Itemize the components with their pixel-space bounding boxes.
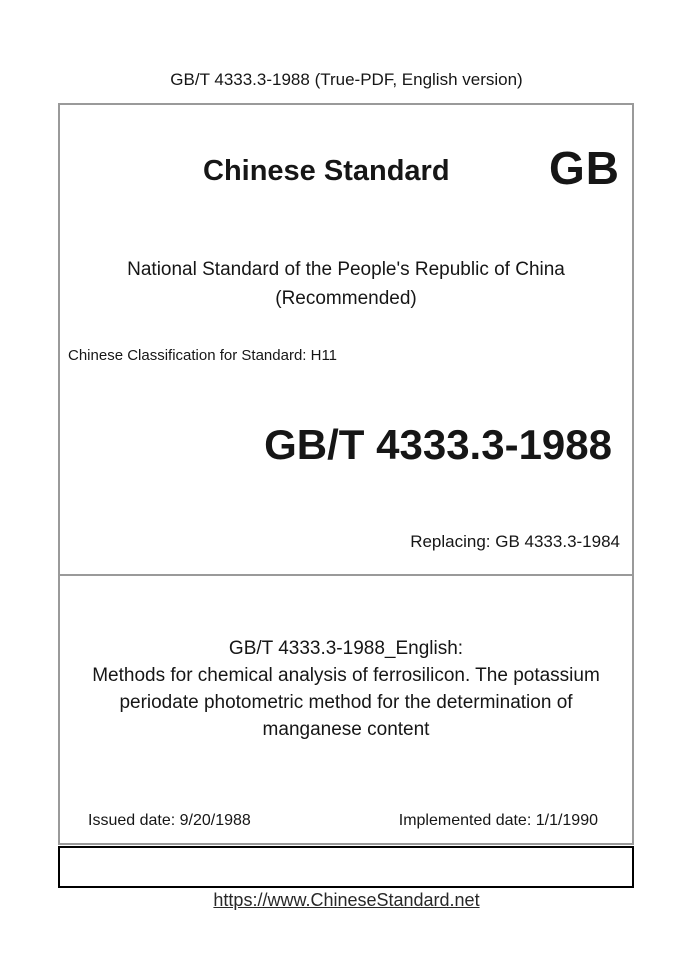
english-title-line-4: manganese content bbox=[262, 719, 430, 740]
empty-strip-box bbox=[58, 846, 634, 888]
english-title-block bbox=[60, 635, 632, 743]
implemented-date-label: Implemented date: 1/1/1990 bbox=[398, 812, 598, 829]
issued-date-label: Issued date: 9/20/1988 bbox=[88, 812, 251, 829]
cover-box bbox=[58, 103, 634, 845]
english-title-line-2: Methods for chemical analysis of ferrosilicon. The potassium bbox=[92, 665, 600, 686]
classification-label: Chinese Classification for Standard: H11 bbox=[68, 347, 338, 364]
standard-number-heading: GB/T 4333.3-1988 bbox=[264, 421, 612, 468]
footer bbox=[0, 890, 693, 911]
section-divider bbox=[60, 574, 632, 576]
national-standard-line: National Standard of the People's Republic of China bbox=[127, 259, 565, 280]
gb-logo: GB bbox=[549, 142, 620, 194]
replacing-label: Replacing: GB 4333.3-1984 bbox=[410, 532, 620, 551]
national-standard-block bbox=[60, 255, 632, 313]
page-header-version-line: GB/T 4333.3-1988 (True-PDF, English version) bbox=[170, 70, 523, 89]
recommended-line: (Recommended) bbox=[275, 288, 417, 309]
footer-link[interactable]: https://www.ChineseStandard.net bbox=[213, 890, 480, 910]
english-title-line-1: GB/T 4333.3-1988_English: bbox=[228, 638, 464, 659]
brand-title: Chinese Standard bbox=[203, 155, 450, 187]
english-title-line-3: periodate photometric method for the determination of bbox=[119, 692, 573, 713]
